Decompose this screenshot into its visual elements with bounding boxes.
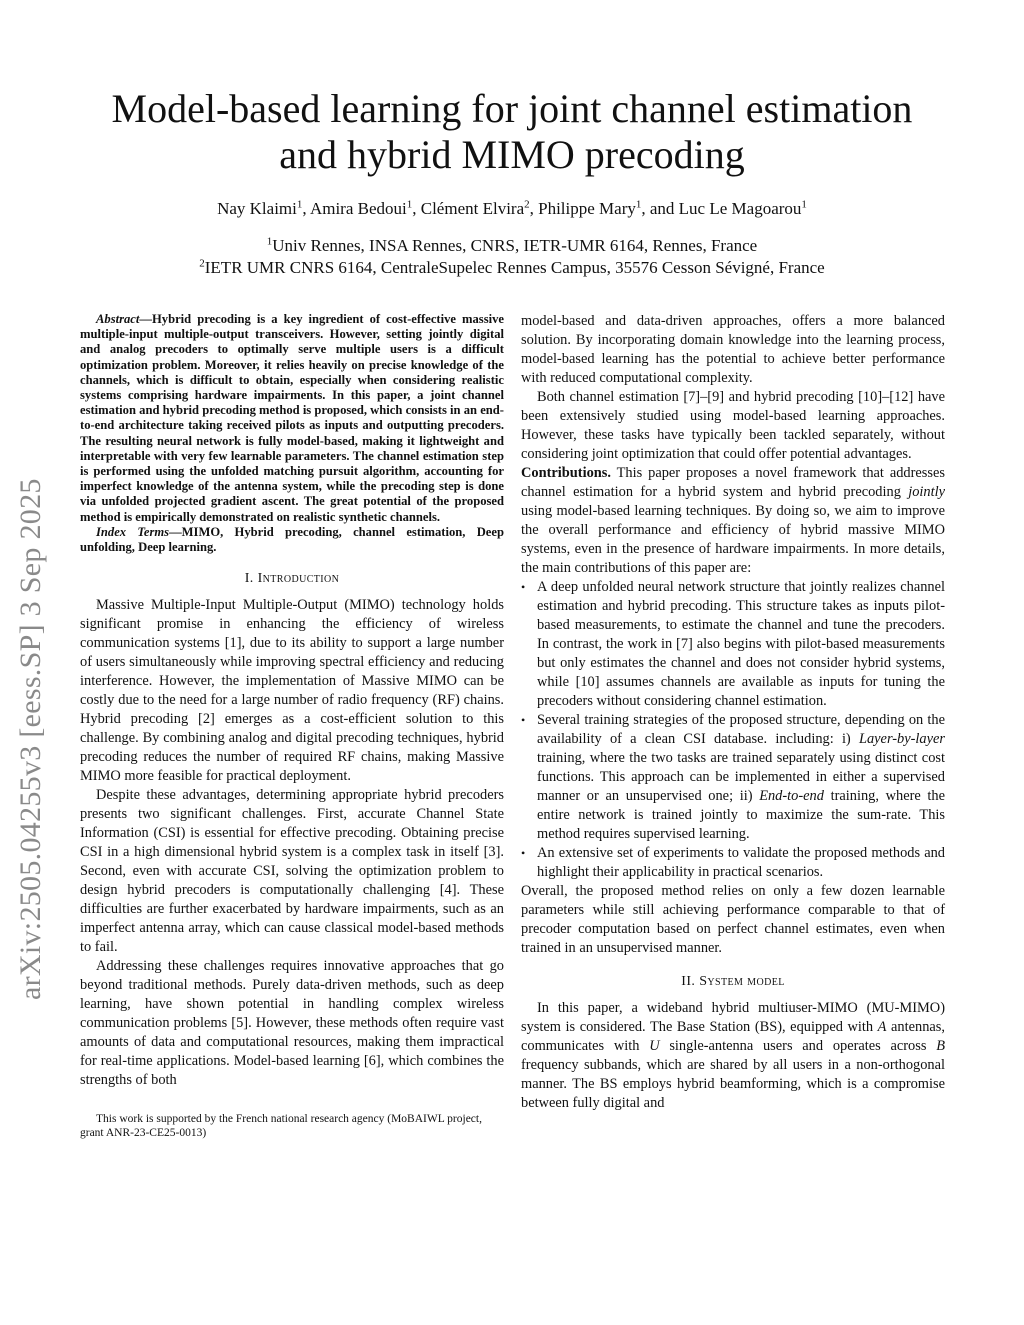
author: Nay Klaimi$^1$, <box>217 198 310 218</box>
index-terms: Index Terms—MIMO, Hybrid precoding, channel estimation, Deep unfolding, Deep learning. <box>80 524 504 555</box>
affiliation-2: $^2$IETR UMR CNRS 6164, CentraleSupelec Rennes Campus, 35576 Cesson Sévigné, France <box>199 257 825 277</box>
bullet-icon: • <box>521 713 526 727</box>
section-heading-introduction: I. Introduction <box>244 571 340 587</box>
arxiv-stamp: arXiv:2505.04255v3 [eess.SP] 3 Sep 2025 <box>14 478 47 1000</box>
left-column <box>80 312 504 1140</box>
section-heading-system-model: II. System model <box>681 974 785 989</box>
author-list <box>60 198 964 220</box>
intro-paragraph-3: Addressing these challenges requires innovative approaches that go beyond traditional methods. Purely data-driven methods, such as deep learning, have shown potential in handling complex wireless communication problems [5]. However, these methods often require vast amounts of data and computational resources, making them impractical for real-time applications. Model-based learning [6], which combines the strengths of both <box>80 958 504 1089</box>
contributions-paragraph: Contributions. This paper proposes a novel framework that addresses channel estimation for a hybrid system and hybrid precoding jointly using model-based learning techniques. By doing so, we aim to improve the overall performance and efficiency of hybrid massive MIMO systems, even in the presence of hardware impairments. In more details, the main contributions of this paper are: <box>521 465 945 576</box>
right-column <box>521 312 945 1113</box>
intro-paragraph-3-continued: model-based and data-driven approaches, offers a more balanced solution. By incorporating domain knowledge into the learning process, model-based learning has the potential to achieve better performance with reduced computational complexity. <box>521 313 945 386</box>
contributions-label: Contributions. <box>521 465 611 481</box>
index-terms-text: MIMO, Hybrid precoding, channel estimation, Deep unfolding, Deep learning. <box>80 524 504 555</box>
list-item: • Several training strategies of the proposed structure, depending on the availability of a clean CSI database. including: i) Layer-by-layer training, where the two tasks are trained separately using distinct cost functions. This approach can be implemented in either a supervised manner or an unsupervised one; ii) End-to-end training, where the entire network is trained jointly to maximize the sum-rate. This method requires supervised learning. <box>521 712 946 842</box>
system-model-paragraph: In this paper, a wideband hybrid multiuser-MIMO (MU-MIMO) system is considered. The Base Station (BS), equipped with A antennas, communicates with U single-antenna users and operates across B frequency subbands, which are shared by all users in a non-orthogonal manner. The BS employs hybrid beamforming, which is a compromise between fully digital and <box>521 1000 945 1111</box>
intro-paragraph-4: Both channel estimation [7]–[9] and hybrid precoding [10]–[12] have been extensively studied using model-based learning approaches. However, these tasks have typically been tackled separately, without considering joint optimization that could offer potential advantages. <box>521 389 945 462</box>
intro-paragraph-2: Despite these advantages, determining appropriate hybrid precoders presents two significant challenges. First, accurate Channel State Information (CSI) is essential for effective precoding. Obtaining precise CSI in a high dimensional hybrid system is a complex task in itself [3]. Second, even with accurate CSI, solving the optimization problem to design hybrid precoders is computationally challenging [4]. These difficulties are further exacerbated by hardware impairments, such as an imperfect antenna array, which can cause classical model-based methods to fail. <box>80 787 504 956</box>
abstract-text: Hybrid precoding is a key ingredient of cost-effective massive multiple-input multiple-output transceivers. However, setting jointly digital and analog precoders to optimally serve multiple users is a difficult optimization problem. Moreover, it relies heavily on precise knowledge of the channels, which is difficult to obtain, especially when considering realistic systems comprising hardware impairments. In this paper, a joint channel estimation and hybrid precoding method is proposed, which consists in an end-to-end architecture taking received pilots as inputs and outputting precoders. The resulting neural network is fully model-based, making it lightweight and interpretable with very few learnable parameters. The channel estimation step is performed using the unfolded matching pursuit algorithm, accounting for imperfect knowledge of the antenna system, while the precoding step is done via unfolded projected gradient ascent. The great potential of the proposed method is empirically demonstrated on realistic synthetic channels. <box>80 312 504 524</box>
overall-paragraph: Overall, the proposed method relies on only a few dozen learnable parameters while still achieving performance comparable to that of precoder computation based on perfect channel estimates, even when trained in an unsupervised manner. <box>521 883 945 956</box>
intro-paragraph-1: Massive Multiple-Input Multiple-Output (MIMO) technology holds significant promise in enhancing the efficiency of wireless communication systems [1], due to its ability to support a large number of users simultaneously while improving spectral efficiency and reducing interference. However, the implementation of Massive MIMO can be costly due to the need for a large number of radio frequency (RF) chains. Hybrid precoding [2] emerges as a cost-efficient solution to this challenge. By combining analog and digital precoding techniques, hybrid precoding reduces the number of required RF chains, making Massive MIMO more feasible for practical deployment. <box>80 597 504 785</box>
author: Clément Elvira$^2$, <box>420 198 539 218</box>
contributions-list <box>521 578 945 882</box>
author: Amira Bedoui$^1$, <box>309 198 421 218</box>
abstract: Abstract—Hybrid precoding is a key ingredient of cost-effective massive multiple-input multiple-output transceivers. However, setting jointly digital and analog precoders to optimally serve multiple users is a difficult optimization problem. Moreover, it relies heavily on precise knowledge of the channels, which is difficult to obtain, especially when considering realistic systems comprising hardware impairments. In this paper, a joint channel estimation and hybrid precoding method is proposed, which consists in an end-to-end architecture taking received pilots as inputs and outputting precoders. The resulting neural network is fully model-based, making it lightweight and interpretable with very few learnable parameters. The channel estimation step is performed using the unfolded matching pursuit algorithm, accounting for imperfect knowledge of the antenna system, while the precoding step is done via unfolded projected gradient ascent. The great potential of the proposed method is empirically demonstrated on realistic synthetic channels. <box>80 312 504 524</box>
affiliations <box>60 235 964 279</box>
title-line-1: Model-based learning for joint channel estimation <box>111 86 913 131</box>
bullet-icon: • <box>521 846 526 860</box>
author: Philippe Mary$^1$, and <box>538 198 679 218</box>
affiliation-1: $^1$Univ Rennes, INSA Rennes, CNRS, IETR-UMR 6164, Rennes, France <box>266 235 758 255</box>
title-line-2: and hybrid MIMO precoding <box>279 132 745 177</box>
list-item: • An extensive set of experiments to validate the proposed methods and highlight their applicability in practical scenarios. <box>521 845 945 880</box>
footnote: This work is supported by the French national research agency (MoBAIWL project, grant ANR-23-CE25-0013) <box>80 1113 482 1140</box>
paper-title <box>60 86 964 178</box>
abstract-label: Abstract <box>96 312 140 326</box>
author: Luc Le Magoarou$^1$ <box>678 198 807 218</box>
bullet-icon: • <box>521 580 526 594</box>
list-item: • A deep unfolded neural network structure that jointly realizes channel estimation and hybrid precoding. This structure takes as inputs pilot-based measurements, to estimate the channel and tune the precoders. In contrast, the work in [7] also begins with pilot-based measurements but only estimates the channel and does not consider hybrid systems, while [10] assumes channels are available as inputs for tuning the precoders without considering channel estimation. <box>521 579 945 709</box>
index-terms-label: Index Terms <box>96 524 170 539</box>
